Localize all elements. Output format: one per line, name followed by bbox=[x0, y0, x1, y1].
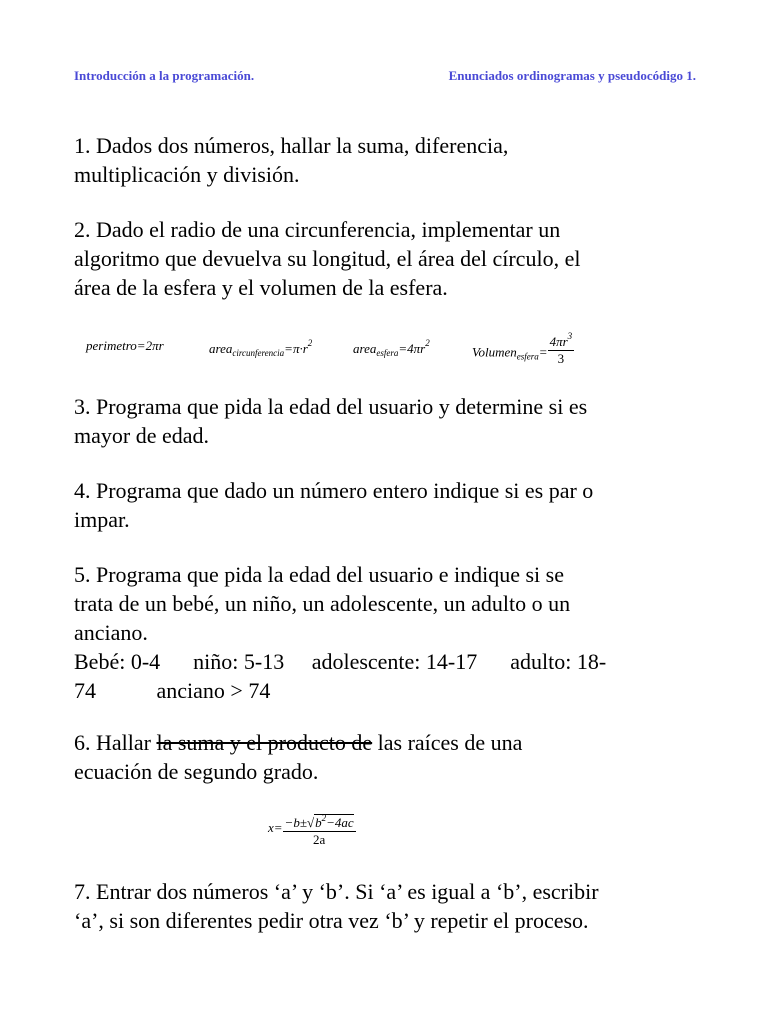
exercise-1 bbox=[74, 131, 694, 189]
exercise-5 bbox=[74, 560, 694, 705]
exercise-line: impar. bbox=[74, 507, 130, 532]
formula-circle-area: $area_{circunferencia}=\pi\cdot r^2$ bbox=[209, 338, 313, 358]
exercise-3 bbox=[74, 392, 694, 450]
age-ranges-line: 74 anciano > 74 bbox=[74, 678, 271, 703]
exercise-line: 2. Dado el radio de una circunferencia, implementar un bbox=[74, 217, 561, 242]
exercise-line: 5. Programa que pida la edad del usuario e indique si se bbox=[74, 562, 564, 587]
exercise-6 bbox=[74, 728, 694, 786]
exercise-4 bbox=[74, 476, 694, 534]
exercise-line: 7. Entrar dos números ‘a’ y ‘b’. Si ‘a’ es igual a ‘b’, escribir bbox=[74, 879, 599, 904]
exercise-line: 6. Hallar la suma y el producto de las raíces de una bbox=[74, 730, 523, 755]
exercise-2 bbox=[74, 215, 694, 302]
header-course-title: Introducción a la programación. bbox=[74, 68, 255, 83]
header-document-title: Enunciados ordinogramas y pseudocódigo 1. bbox=[448, 68, 696, 83]
exercise-line: 3. Programa que pida la edad del usuario y determine si es bbox=[74, 394, 588, 419]
exercise-line: algoritmo que devuelva su longitud, el área del círculo, el bbox=[74, 246, 581, 271]
exercise-line: mayor de edad. bbox=[74, 423, 209, 448]
exercise-line: multiplicación y división. bbox=[74, 162, 300, 187]
formula-sphere-area: $area_{esfera}=4\pi r^2$ bbox=[353, 338, 430, 358]
exercise-line: 4. Programa que dado un número entero indique si es par o bbox=[74, 478, 594, 503]
formula-sphere-volume: Volumen$_{esfera}$= $\frac{4\pi r^3}{3}$ bbox=[472, 334, 574, 373]
circle-formulas bbox=[86, 326, 686, 366]
exercise-line: área de la esfera y el volumen de la esfera. bbox=[74, 275, 448, 300]
exercise-line: ecuación de segundo grado. bbox=[74, 759, 319, 784]
quadratic-formula: x= $\frac{-b\pm√b^2-4ac}{2a}$ bbox=[268, 810, 356, 848]
exercise-line: ‘a’, si son diferentes pedir otra vez ‘b’ y repetir el proceso. bbox=[74, 908, 589, 933]
exercise-line: trata de un bebé, un niño, un adolescente, un adulto o un bbox=[74, 591, 571, 616]
struck-text: la suma y el producto de bbox=[156, 730, 373, 755]
exercise-line: anciano. bbox=[74, 620, 148, 645]
exercise-7 bbox=[74, 877, 694, 935]
exercise-line: 1. Dados dos números, hallar la suma, diferencia, bbox=[74, 133, 509, 158]
formula-perimeter: perimetro=2πr bbox=[86, 338, 164, 353]
age-ranges-line: Bebé: 0-4 niño: 5-13 adolescente: 14-17 adulto: 18- bbox=[74, 649, 607, 674]
